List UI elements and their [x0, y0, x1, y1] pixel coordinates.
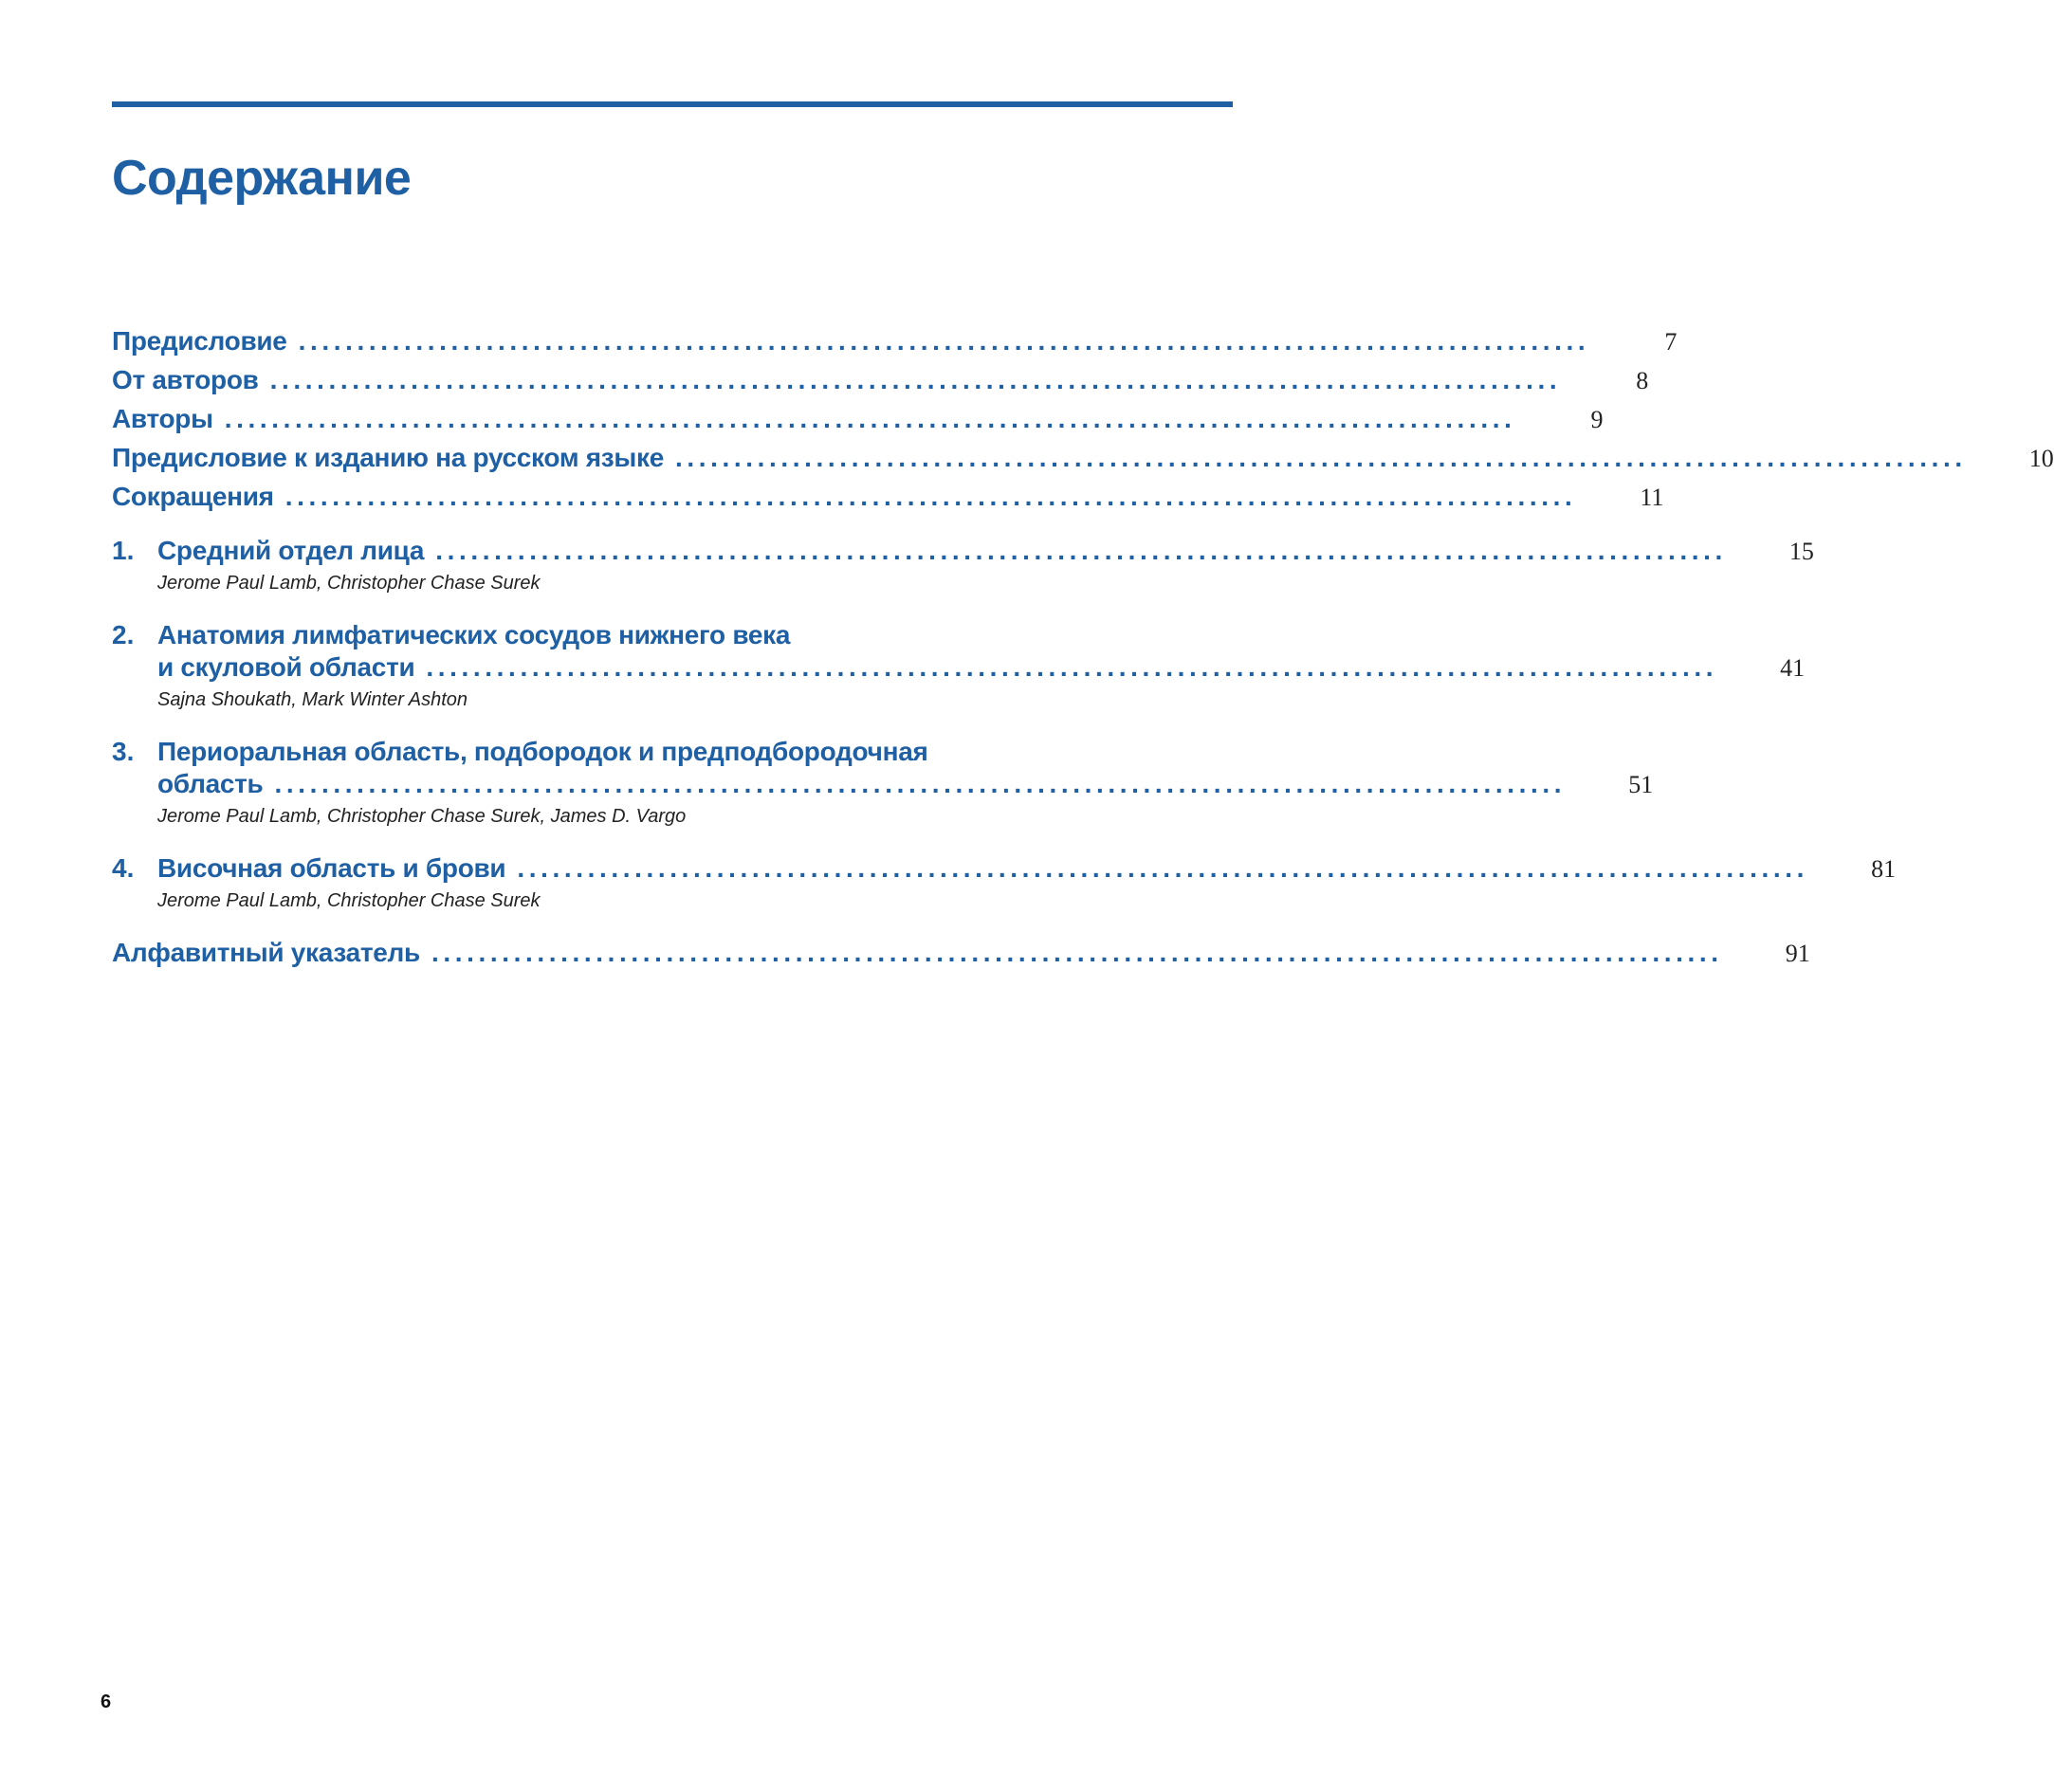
dot-leader: .............................................................................................................. — [431, 938, 1723, 967]
toc-entry-title: Предисловие к изданию на русском языке — [112, 443, 664, 472]
toc-page-number: 8 — [1636, 367, 1649, 394]
toc-chapter-title-row[interactable] — [112, 853, 1897, 892]
chapter-number: 4. — [112, 853, 135, 883]
toc-page-number: 81 — [1871, 855, 1897, 883]
toc-chapter-3 — [112, 737, 1654, 829]
chapter-authors: Sajna Shoukath, Mark Winter Ashton — [157, 689, 468, 710]
dot-leader: .............................................................................................................. — [435, 536, 1727, 565]
chapter-title: Височная область и брови — [157, 853, 506, 883]
dot-leader: .............................................................................................................. — [224, 404, 1516, 433]
dot-leader: .............................................................................................................. — [426, 652, 1718, 682]
toc-chapter-1 — [112, 536, 1814, 595]
chapter-authors: Jerome Paul Lamb, Christopher Chase Surek — [157, 890, 541, 911]
toc-entry-title: Авторы — [112, 404, 213, 433]
toc-entry-title: Предисловие — [112, 326, 287, 356]
toc-entry-preface[interactable] — [112, 326, 1678, 365]
toc-page-number: 9 — [1590, 406, 1604, 433]
toc-entry-title: Алфавитный указатель — [112, 938, 420, 967]
toc-entry-title: Сокращения — [112, 482, 274, 511]
toc-page-number: 51 — [1628, 771, 1654, 798]
chapter-number: 1. — [112, 536, 135, 565]
toc-entry-abbreviations[interactable] — [112, 482, 1664, 521]
dot-leader: .............................................................................................................. — [517, 853, 1809, 883]
chapter-title: Периоральная область, подбородок и предподбородочная — [157, 737, 928, 766]
page-title: Содержание — [112, 151, 412, 206]
toc-chapter-title-row[interactable] — [112, 536, 1814, 575]
toc-page-number: 7 — [1664, 328, 1678, 356]
toc-entry-from-authors[interactable] — [112, 365, 1649, 404]
toc-page-number: 41 — [1780, 654, 1806, 682]
toc-chapter-title-continuation[interactable] — [112, 769, 1654, 808]
chapter-title-continued: и скуловой области — [157, 652, 415, 682]
toc-chapter-title-row[interactable] — [112, 620, 1119, 652]
toc-entry-title: От авторов — [112, 365, 259, 394]
chapter-title: Анатомия лимфатических сосудов нижнего века — [157, 620, 791, 649]
toc-chapter-title-row[interactable] — [112, 737, 1119, 769]
chapter-title: Средний отдел лица — [157, 536, 425, 565]
dot-leader: .............................................................................................................. — [298, 326, 1590, 356]
toc-page-number: 11 — [1640, 484, 1664, 511]
toc-page-number: 15 — [1788, 538, 1814, 565]
chapter-number: 2. — [112, 620, 135, 649]
chapter-title-continued: область — [157, 769, 264, 798]
toc-page-number: 91 — [1785, 940, 1810, 967]
dot-leader: .............................................................................................................. — [269, 365, 1562, 394]
toc-entry-authors[interactable] — [112, 404, 1604, 443]
toc-chapter-4 — [112, 853, 1897, 913]
toc-chapter-title-continuation[interactable] — [112, 652, 1806, 691]
toc-entry-index[interactable] — [112, 938, 1810, 977]
header-rule — [112, 101, 1233, 107]
dot-leader: .............................................................................................................. — [675, 443, 1967, 472]
toc-page-number: 10 — [2028, 445, 2054, 472]
page-folio: 6 — [101, 1691, 112, 1712]
dot-leader: .............................................................................................................. — [274, 769, 1567, 798]
toc-entry-russian-preface[interactable] — [112, 443, 2054, 482]
chapter-authors: Jerome Paul Lamb, Christopher Chase Surek — [157, 573, 541, 594]
toc-chapter-2 — [112, 620, 1806, 712]
table-of-contents — [112, 326, 2054, 977]
chapter-number: 3. — [112, 737, 135, 766]
chapter-authors: Jerome Paul Lamb, Christopher Chase Surek, James D. Vargo — [157, 806, 687, 827]
dot-leader: .............................................................................................................. — [284, 482, 1577, 511]
